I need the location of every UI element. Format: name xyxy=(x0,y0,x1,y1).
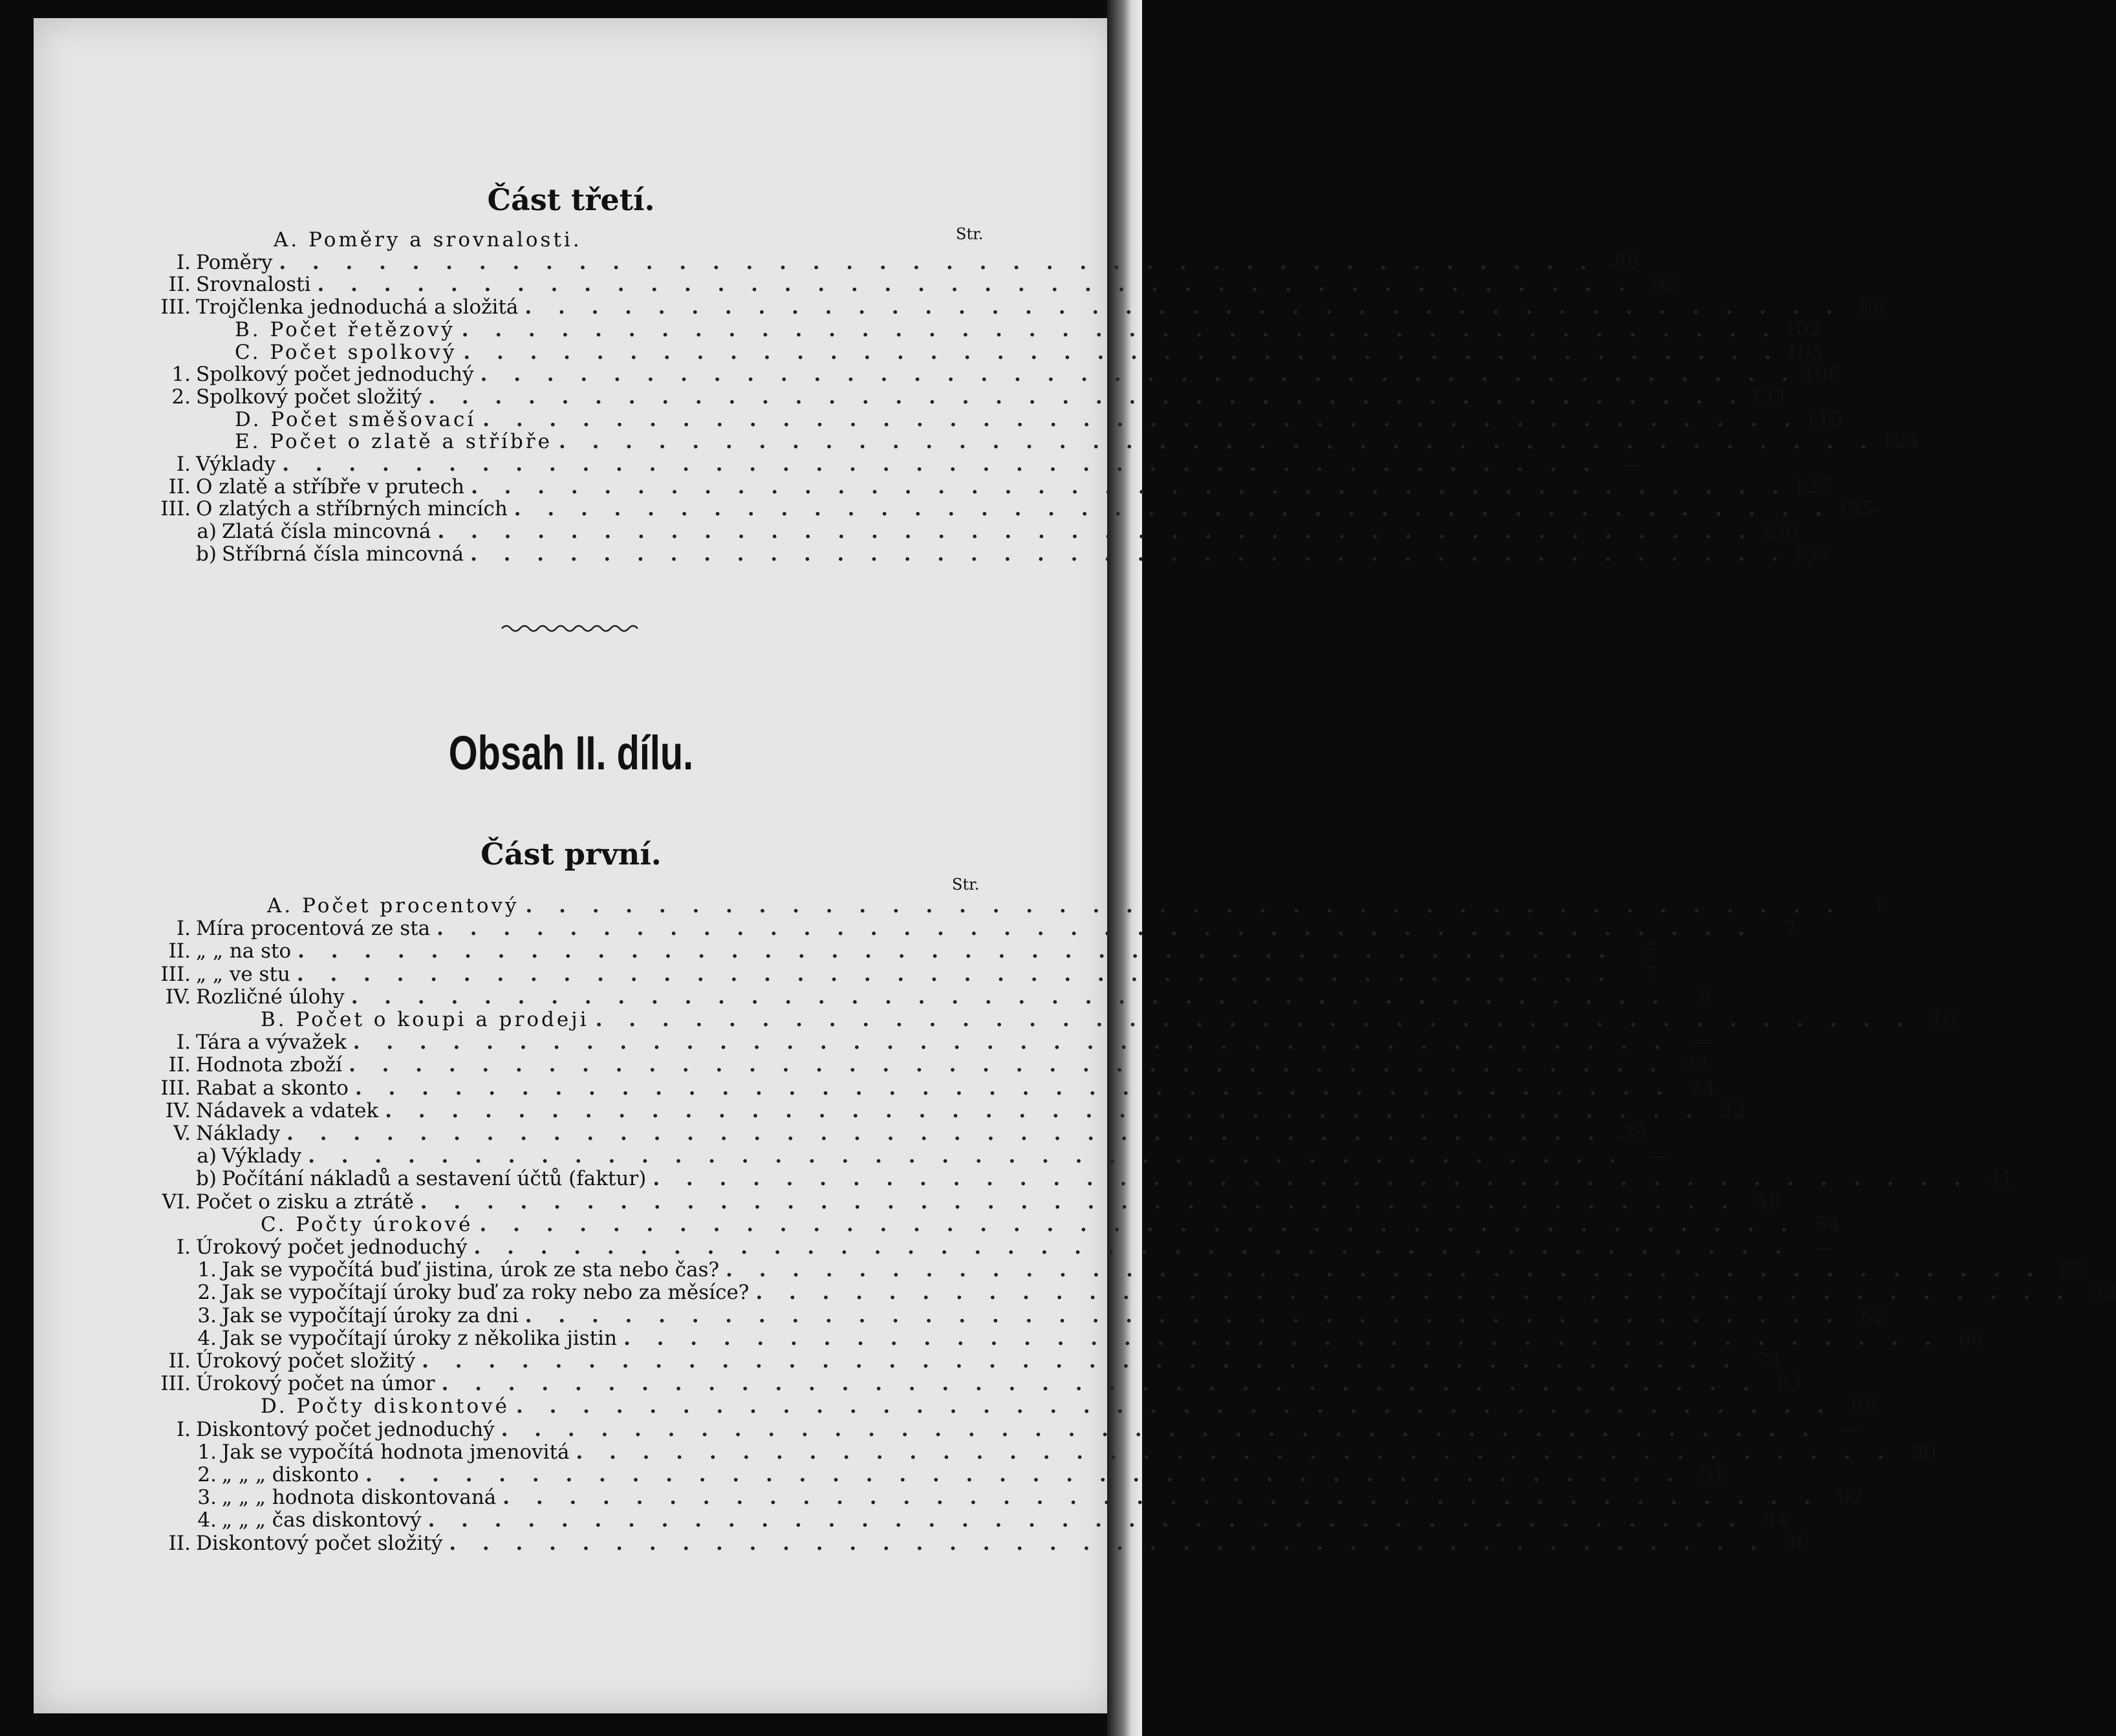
toc-leader-dots: . . . . . . . . . . . . . . . . . . . . . . . . . . . . . . . . . . . . . . . . xyxy=(279,250,1597,274)
toc-entry-number: I. xyxy=(176,1417,191,1441)
toc-leader-dots: . . . . . . . . . . . . . . . . . . . . . . . . . . . . . . . . . . . . . . . . xyxy=(501,1417,1819,1441)
toc-entry-title: Výklady xyxy=(196,453,276,476)
toc-entry-number: IV. xyxy=(165,1098,191,1122)
toc-entry xyxy=(146,1236,1835,1259)
toc-entry xyxy=(146,385,1789,409)
toc-entry-number: I. xyxy=(176,453,191,476)
toc-entry xyxy=(146,939,1658,963)
toc-page-number: 16 xyxy=(1930,1008,1956,1031)
toc-leader-dots: . . . . . . . . . . . . . . . . . . . . . . . . . . . . . . . . . . . . . . . . xyxy=(349,1053,1667,1077)
toc-entry xyxy=(146,1053,1709,1077)
toc-leader-dots: . . . . . . . . . . . . . . . . . . . . . . . . . . . . . . . . . . . . . . . . xyxy=(463,340,1782,364)
toc-entry xyxy=(146,1281,2116,1305)
toc-entry xyxy=(146,1531,1809,1555)
toc-page-number: 22 xyxy=(1683,1053,1709,1077)
toc-leader-dots: . . . . . . . . . . . . . . . . . . . . . . . . . . . . . . . . . . . . . . . . xyxy=(354,1076,1673,1100)
toc-page-number: 137 xyxy=(1792,542,1831,566)
toc-leader-dots: . . . . . . . . . . . . . . . . . . . . . . . . . . . . . . . . . . . . . . . . xyxy=(365,1463,1683,1486)
toc-entry-title: „ „ „ diskonto xyxy=(222,1463,359,1486)
toc-entry-number: 1. xyxy=(171,363,191,387)
toc-entry xyxy=(146,520,1798,544)
toc-entry xyxy=(146,1212,1841,1236)
toc-leader-dots: . . . . . . . . . . . . . . . . . . . . . . . . . . . . . . . . . . . . . . . . xyxy=(420,1190,1738,1214)
toc-entry xyxy=(146,1508,1789,1532)
toc-entry xyxy=(146,1122,1647,1145)
toc-leader-dots: . . . . . . . . . . . . . . . . . . . . . . . . . . . . . . . . . . . . . . . . xyxy=(515,1395,1834,1419)
toc-page-number: 9 xyxy=(1698,985,1712,1009)
toc-entry-title: Počet o zisku a ztrátě xyxy=(196,1190,414,1214)
toc-leader-dots: . . . . . . . . . . . . . . . . . . . . . . . . . . . . . . . . . . . . . . . . xyxy=(513,497,1832,521)
toc-entry-title: Jak se vypočítají úroky buď za roky nebo za měsíce? xyxy=(222,1281,750,1305)
toc-entry xyxy=(146,1463,1726,1486)
toc-page-number: 94 xyxy=(1762,1508,1789,1532)
part1-page-column-label: Str. xyxy=(952,875,980,894)
toc-entry-title: „ „ na sto xyxy=(196,939,292,963)
toc-entry xyxy=(146,229,988,252)
toc-entry xyxy=(146,542,1831,566)
toc-entry-number: 3. xyxy=(197,1486,217,1510)
part3-heading: Část třetí. xyxy=(487,182,655,217)
toc-entry-title: A. Poměry a srovnalosti. xyxy=(274,228,582,252)
toc-leader-dots: . . . . . . . . . . . . . . . . . . . . . . . . . . . . . . . . . . . . . . . . xyxy=(385,1098,1703,1122)
toc-entry-title: Počítání nákladů a sestavení účtů (faktur) xyxy=(222,1167,647,1191)
toc-leader-dots: . . . . . . . . . . . . . . . . . . . . . . . . . . . . . . . . . . . . . . . . xyxy=(352,1031,1671,1055)
toc-entry-title: Jak se vypočítají úroky z několika jistin xyxy=(222,1326,618,1350)
toc-page-number: 135 xyxy=(1836,497,1875,521)
toc-entry-title: Úrokový počet na úmor xyxy=(196,1372,435,1396)
toc-entry xyxy=(146,295,1886,319)
toc-page-number: 106 xyxy=(1802,363,1841,387)
toc-entry xyxy=(146,1303,1886,1327)
toc-leader-dots: . . . . . . . . . . . . . . . . . . . . . . . . . . . . . . . . . . . . . . . . xyxy=(317,273,1636,297)
toc-page-number: 2 xyxy=(1784,917,1797,941)
toc-entry-title: B. Počet řetězový xyxy=(235,317,455,341)
part3-page-column-label: Str. xyxy=(956,225,984,243)
toc-entry xyxy=(146,273,1678,297)
toc-entry xyxy=(146,497,1875,521)
toc-entry-number: 2. xyxy=(171,385,191,409)
toc-leader-dots: . . . . . . . . . . . . . . . . . . . . . . . . . . . . . . . . . . . . . . . . xyxy=(471,475,1789,498)
toc-entry-number: I. xyxy=(176,1236,191,1259)
toc-entry-title: Nádavek a vdatek xyxy=(196,1098,379,1122)
toc-entry xyxy=(146,430,1919,454)
toc-page-number: — xyxy=(1693,1031,1714,1055)
toc-page-number: 32 xyxy=(1720,1098,1745,1122)
toc-leader-dots: . . . . . . . . . . . . . . . . . . . . . . . . . . . . . . . . . . . . . . . . xyxy=(351,985,1669,1009)
toc-entry xyxy=(146,250,1639,274)
toc-entry-number: III. xyxy=(160,497,191,521)
part1-heading: Část první. xyxy=(480,837,662,872)
toc-leader-dots: . . . . . . . . . . . . . . . . . . . . . . . . . . . . . . . . . . . . . . . . xyxy=(525,894,1844,917)
toc-leader-dots: . . . . . . . . . . . . . . . . . . . . . . . . . . . . . . . . . . . . . . . . xyxy=(282,453,1600,476)
toc-entry xyxy=(146,1372,1802,1396)
toc-entry xyxy=(146,475,1831,498)
toc-leader-dots: . . . . . . . . . . . . . . . . . . . . . . . . . . . . . . . . . . . . . . . . xyxy=(296,962,1615,986)
toc-entry-number: a) xyxy=(197,520,217,544)
toc-entry-number: 3. xyxy=(197,1303,217,1327)
toc-entry xyxy=(146,453,1643,476)
toc-entry xyxy=(146,1076,1716,1100)
toc-entry-number: II. xyxy=(168,475,191,498)
toc-entry-number: III. xyxy=(160,1372,191,1396)
toc-leader-dots: . . . . . . . . . . . . . . . . . . . . . . . . . . . . . . . . . . . . . . . . xyxy=(524,295,1843,319)
toc-entry xyxy=(146,962,1657,986)
toc-entry-title: D. Počty diskontové xyxy=(261,1395,510,1419)
toc-entry-title: Rabat a skonto xyxy=(196,1076,349,1100)
toc-leader-dots: . . . . . . . . . . . . . . . . . . . . . . . . . . . . . . . . . . . . . . . . xyxy=(437,917,1754,941)
toc-entry-title: Jak se vypočítají úroky za dni xyxy=(222,1303,519,1327)
toc-leader-dots: . . . . . . . . . . . . . . . . . . . . . . . . . . . . . . . . . . . . . . . . xyxy=(479,1212,1798,1236)
toc-entry xyxy=(146,985,1712,1009)
toc-page-number: 38 xyxy=(1621,1122,1647,1145)
toc-entry xyxy=(146,1258,2086,1282)
toc-entry-title: Diskontový počet jednoduchý xyxy=(196,1417,495,1441)
toc-entry-title: Úrokový počet složitý xyxy=(196,1349,416,1373)
toc-entry-title: E. Počet o zlatě a stříbře xyxy=(235,430,552,454)
toc-leader-dots: . . . . . . . . . . . . . . . . . . . . . . . . . . . . . . . . . . . . . . . . xyxy=(576,1440,1894,1464)
toc-page-number: 55 xyxy=(2060,1258,2086,1282)
toc-page-number: 105 xyxy=(1785,340,1824,364)
toc-entry-number: 4. xyxy=(197,1508,217,1532)
toc-page-number: 41 xyxy=(1987,1167,2013,1191)
toc-page-number: 96 xyxy=(1859,295,1886,319)
toc-entry xyxy=(146,1349,1782,1373)
toc-leader-dots: . . . . . . . . . . . . . . . . . . . . . . . . . . . . . . . . . . . . . . . . xyxy=(441,1372,1760,1396)
toc-entry-number: IV. xyxy=(165,985,191,1009)
toc-entry-number: III. xyxy=(160,1076,191,1100)
toc-page-number: 92 xyxy=(1837,1486,1863,1510)
toc-leader-dots: . . . . . . . . . . . . . . . . . . . . . . . . . . . . . . . . . . . . . . . . xyxy=(286,1122,1604,1145)
toc-leader-dots: . . . . . . . . . . . . . . . . . . . . . . . . . . . . . . . . . . . . . . . . xyxy=(308,1144,1626,1168)
toc-entry-number: II. xyxy=(168,1531,191,1555)
toc-leader-dots: . . . . . . . . . . . . . . . . . . . . . . . . . . . . . . . . . . . . . . . . xyxy=(449,1531,1767,1555)
toc-entry xyxy=(146,1326,1984,1350)
toc-entry xyxy=(146,1098,1745,1122)
toc-entry xyxy=(146,1144,1668,1168)
toc-leader-dots: . . . . . . . . . . . . . . . . . . . . . . . . . . . . . . . . . . . . . . . . xyxy=(473,1236,1792,1259)
toc-entry-title: C. Počty úrokové xyxy=(261,1212,473,1236)
toc-entry-number: I. xyxy=(176,1031,191,1055)
toc-entry-title: Zlatá čísla mincovná xyxy=(222,520,431,544)
toc-page-number: 115 xyxy=(1804,407,1843,431)
toc-entry-title: Spolkový počet jednoduchý xyxy=(196,363,474,387)
toc-entry-number: I. xyxy=(176,250,191,274)
toc-entry-number: III. xyxy=(160,962,191,986)
toc-entry-title: Jak se vypočítá hodnota jmenovitá xyxy=(222,1440,570,1464)
toc-entry-number: a) xyxy=(197,1144,217,1168)
toc-leader-dots: . . . . . . . . . . . . . . . . . . . . . . . . . . . . . . . . . . . . . . . . xyxy=(437,520,1756,544)
toc-leader-dots: . . . . . . . . . . . . . . . . . . . . . . . . . . . . . . . . . . . . . . . . xyxy=(297,939,1615,963)
toc-entry xyxy=(146,1486,1863,1510)
toc-entry-title: Stříbrná čísla mincovná xyxy=(222,542,464,566)
toc-leader-dots: . . . . . . . . . . . . . . . . . . . . . . . . . . . . . . . . . . . . . . . . xyxy=(482,407,1800,431)
toc-leader-dots: . . . . . . . . . . . . . . . . . . . . . . . . . . . . . . . . . . . . . . . . xyxy=(653,1167,1970,1191)
toc-entry-number: 2. xyxy=(197,1281,217,1305)
toc-entry-title: Výklady xyxy=(222,1144,302,1168)
toc-page-number: 92 xyxy=(1652,273,1678,297)
toc-page-number: 136 xyxy=(1759,520,1798,544)
toc-leader-dots: . . . . . . . . . . . . . . . . . . . . . . . . . . . . . . . . . . . . . . . . xyxy=(502,1486,1820,1510)
toc-leader-dots: . . . . . . . . . . . . . . . . . . . . . . . . . . . . . . . . . . . . . . . . xyxy=(755,1281,2074,1305)
toc-page-number: 5 xyxy=(1645,939,1658,963)
toc-entry-number: 4. xyxy=(197,1326,217,1350)
toc-entry-title: Poměry xyxy=(196,250,273,274)
toc-entry xyxy=(146,1167,2013,1191)
toc-entry-title: Tára a vývažek xyxy=(196,1031,347,1055)
toc-entry-number: 1. xyxy=(197,1440,217,1464)
toc-page-number: 62 xyxy=(1859,1303,1886,1327)
toc-entry-number: V. xyxy=(173,1122,191,1145)
toc-leader-dots: . . . . . . . . . . . . . . . . . . . . . . . . . . . . . . . . . . . . . . . . xyxy=(422,1349,1740,1373)
toc-page-number: 54 xyxy=(1814,1212,1841,1236)
toc-page-number: 1 xyxy=(1873,894,1886,917)
toc-page-number: 89 xyxy=(1614,250,1639,274)
toc-leader-dots: . . . . . . . . . . . . . . . . . . . . . . . . . . . . . . . . . . . . . . . . xyxy=(461,317,1780,341)
toc-leader-dots: . . . . . . . . . . . . . . . . . . . . . . . . . . . . . . . . . . . . . . . . xyxy=(428,385,1746,409)
volume-title: Obsah II. dílu. xyxy=(448,726,694,780)
toc-leader-dots: . . . . . . . . . . . . . . . . . . . . . . . . . . . . . . . . . . . . . . . . xyxy=(623,1326,1941,1350)
toc-leader-dots: . . . . . . . . . . . . . . . . . . . . . . . . . . . . . . . . . . . . . . . . xyxy=(726,1258,2044,1282)
toc-entry-title: Úrokový počet jednoduchý xyxy=(196,1236,468,1259)
toc-entry-title: Hodnota zboží xyxy=(196,1053,343,1077)
toc-entry-title: Míra procentová ze sta xyxy=(196,917,431,941)
toc-entry xyxy=(146,407,1843,431)
toc-page-number: 7 xyxy=(1644,962,1657,986)
toc-entry-title: Jak se vypočítá buď jistina, úrok ze sta nebo čas? xyxy=(222,1258,720,1282)
toc-entry-title: O zlatých a stříbrných mincích xyxy=(196,497,508,521)
toc-entry xyxy=(146,1031,1714,1055)
toc-page-number: 90 xyxy=(1910,1440,1937,1464)
toc-entry xyxy=(146,1417,1862,1441)
toc-page-number: 111 xyxy=(1750,385,1789,409)
toc-entry-title: Trojčlenka jednoduchá a složitá xyxy=(196,295,519,319)
toc-entry-title: Náklady xyxy=(196,1122,281,1145)
toc-entry-title: O zlatě a stříbře v prutech xyxy=(196,475,465,498)
toc-entry xyxy=(146,1008,1956,1031)
toc-entry xyxy=(146,917,1797,941)
toc-entry-number: 2. xyxy=(197,1463,217,1486)
toc-page-number: — xyxy=(1622,453,1643,476)
toc-entry-number: 1. xyxy=(197,1258,217,1282)
toc-entry xyxy=(146,363,1841,387)
toc-page-number: 48 xyxy=(1754,1190,1781,1214)
toc-entry xyxy=(146,1190,1781,1214)
toc-page-number: 124 xyxy=(1881,430,1919,454)
toc-entry-number: II. xyxy=(168,939,191,963)
toc-entry xyxy=(146,340,1824,364)
toc-entry-number: VI. xyxy=(162,1190,191,1214)
toc-entry xyxy=(146,1395,1877,1419)
toc-page-number: 66 xyxy=(1958,1326,1984,1350)
toc-page-number: 127 xyxy=(1793,475,1831,498)
wavy-divider xyxy=(502,622,640,635)
toc-page-number: 24 xyxy=(1690,1076,1716,1100)
toc-entry-title: Srovnalosti xyxy=(196,273,311,297)
toc-page-number: — xyxy=(1648,1144,1668,1168)
toc-entry-title: C. Počet spolkový xyxy=(235,340,457,364)
toc-entry-number: II. xyxy=(168,1349,191,1373)
toc-leader-dots: . . . . . . . . . . . . . . . . . . . . . . . . . . . . . . . . . . . . . . . . xyxy=(524,1303,1843,1327)
toc-page-number: 102 xyxy=(1784,317,1822,341)
toc-page-number: 74 xyxy=(1756,1349,1782,1373)
toc-leader-dots: . . . . . . . . . . . . . . . . . . . . . . . . . . . . . . . . . . . . . . . . xyxy=(558,430,1877,454)
toc-entry xyxy=(146,894,1886,917)
toc-entry-title: „ „ „ hodnota diskontovaná xyxy=(222,1486,497,1510)
toc-entry-number: b) xyxy=(196,1167,217,1191)
toc-entry-title: D. Počet směšovací xyxy=(235,407,477,431)
toc-page-number: — xyxy=(1814,1236,1835,1259)
toc-leader-dots: . . . . . . . . . . . . . . . . . . . . . . . . . . . . . . . . . . . . . . . . xyxy=(427,1508,1746,1532)
toc-entry-title: Diskontový počet složitý xyxy=(196,1531,443,1555)
toc-entry-title: Spolkový počet složitý xyxy=(196,385,422,409)
toc-entry-number: III. xyxy=(160,295,191,319)
toc-entry-number: II. xyxy=(168,273,191,297)
toc-entry-title: B. Počet o koupi a prodeji xyxy=(261,1008,589,1031)
toc-entry-number: II. xyxy=(168,1053,191,1077)
toc-entry-title: Rozličné úlohy xyxy=(196,985,345,1009)
toc-page-number: 88 xyxy=(1851,1395,1877,1419)
toc-page-number: — xyxy=(1841,1417,1862,1441)
toc-entry-title: „ „ „ čas diskontový xyxy=(222,1508,422,1532)
toc-leader-dots: . . . . . . . . . . . . . . . . . . . . . . . . . . . . . . . . . . . . . . . . xyxy=(595,1008,1914,1031)
toc-entry xyxy=(146,317,1822,341)
toc-page-number: 91 xyxy=(1700,1463,1726,1486)
toc-entry-title: „ „ ve stu xyxy=(196,962,290,986)
toc-page-number: 58 xyxy=(2090,1281,2116,1305)
toc-leader-dots: . . . . . . . . . . . . . . . . . . . . . . . . . . . . . . . . . . . . . . . . xyxy=(470,542,1788,566)
toc-leader-dots: . . . . . . . . . . . . . . . . . . . . . . . . . . . . . . . . . . . . . . . . xyxy=(480,363,1798,387)
toc-entry-title: A. Počet procentový xyxy=(267,894,519,917)
toc-page-number: 83 xyxy=(1776,1372,1802,1396)
toc-entry-number: I. xyxy=(176,917,191,941)
toc-entry-number: b) xyxy=(196,542,217,566)
toc-entry xyxy=(146,1440,1937,1464)
toc-page-number: 96 xyxy=(1784,1531,1809,1555)
